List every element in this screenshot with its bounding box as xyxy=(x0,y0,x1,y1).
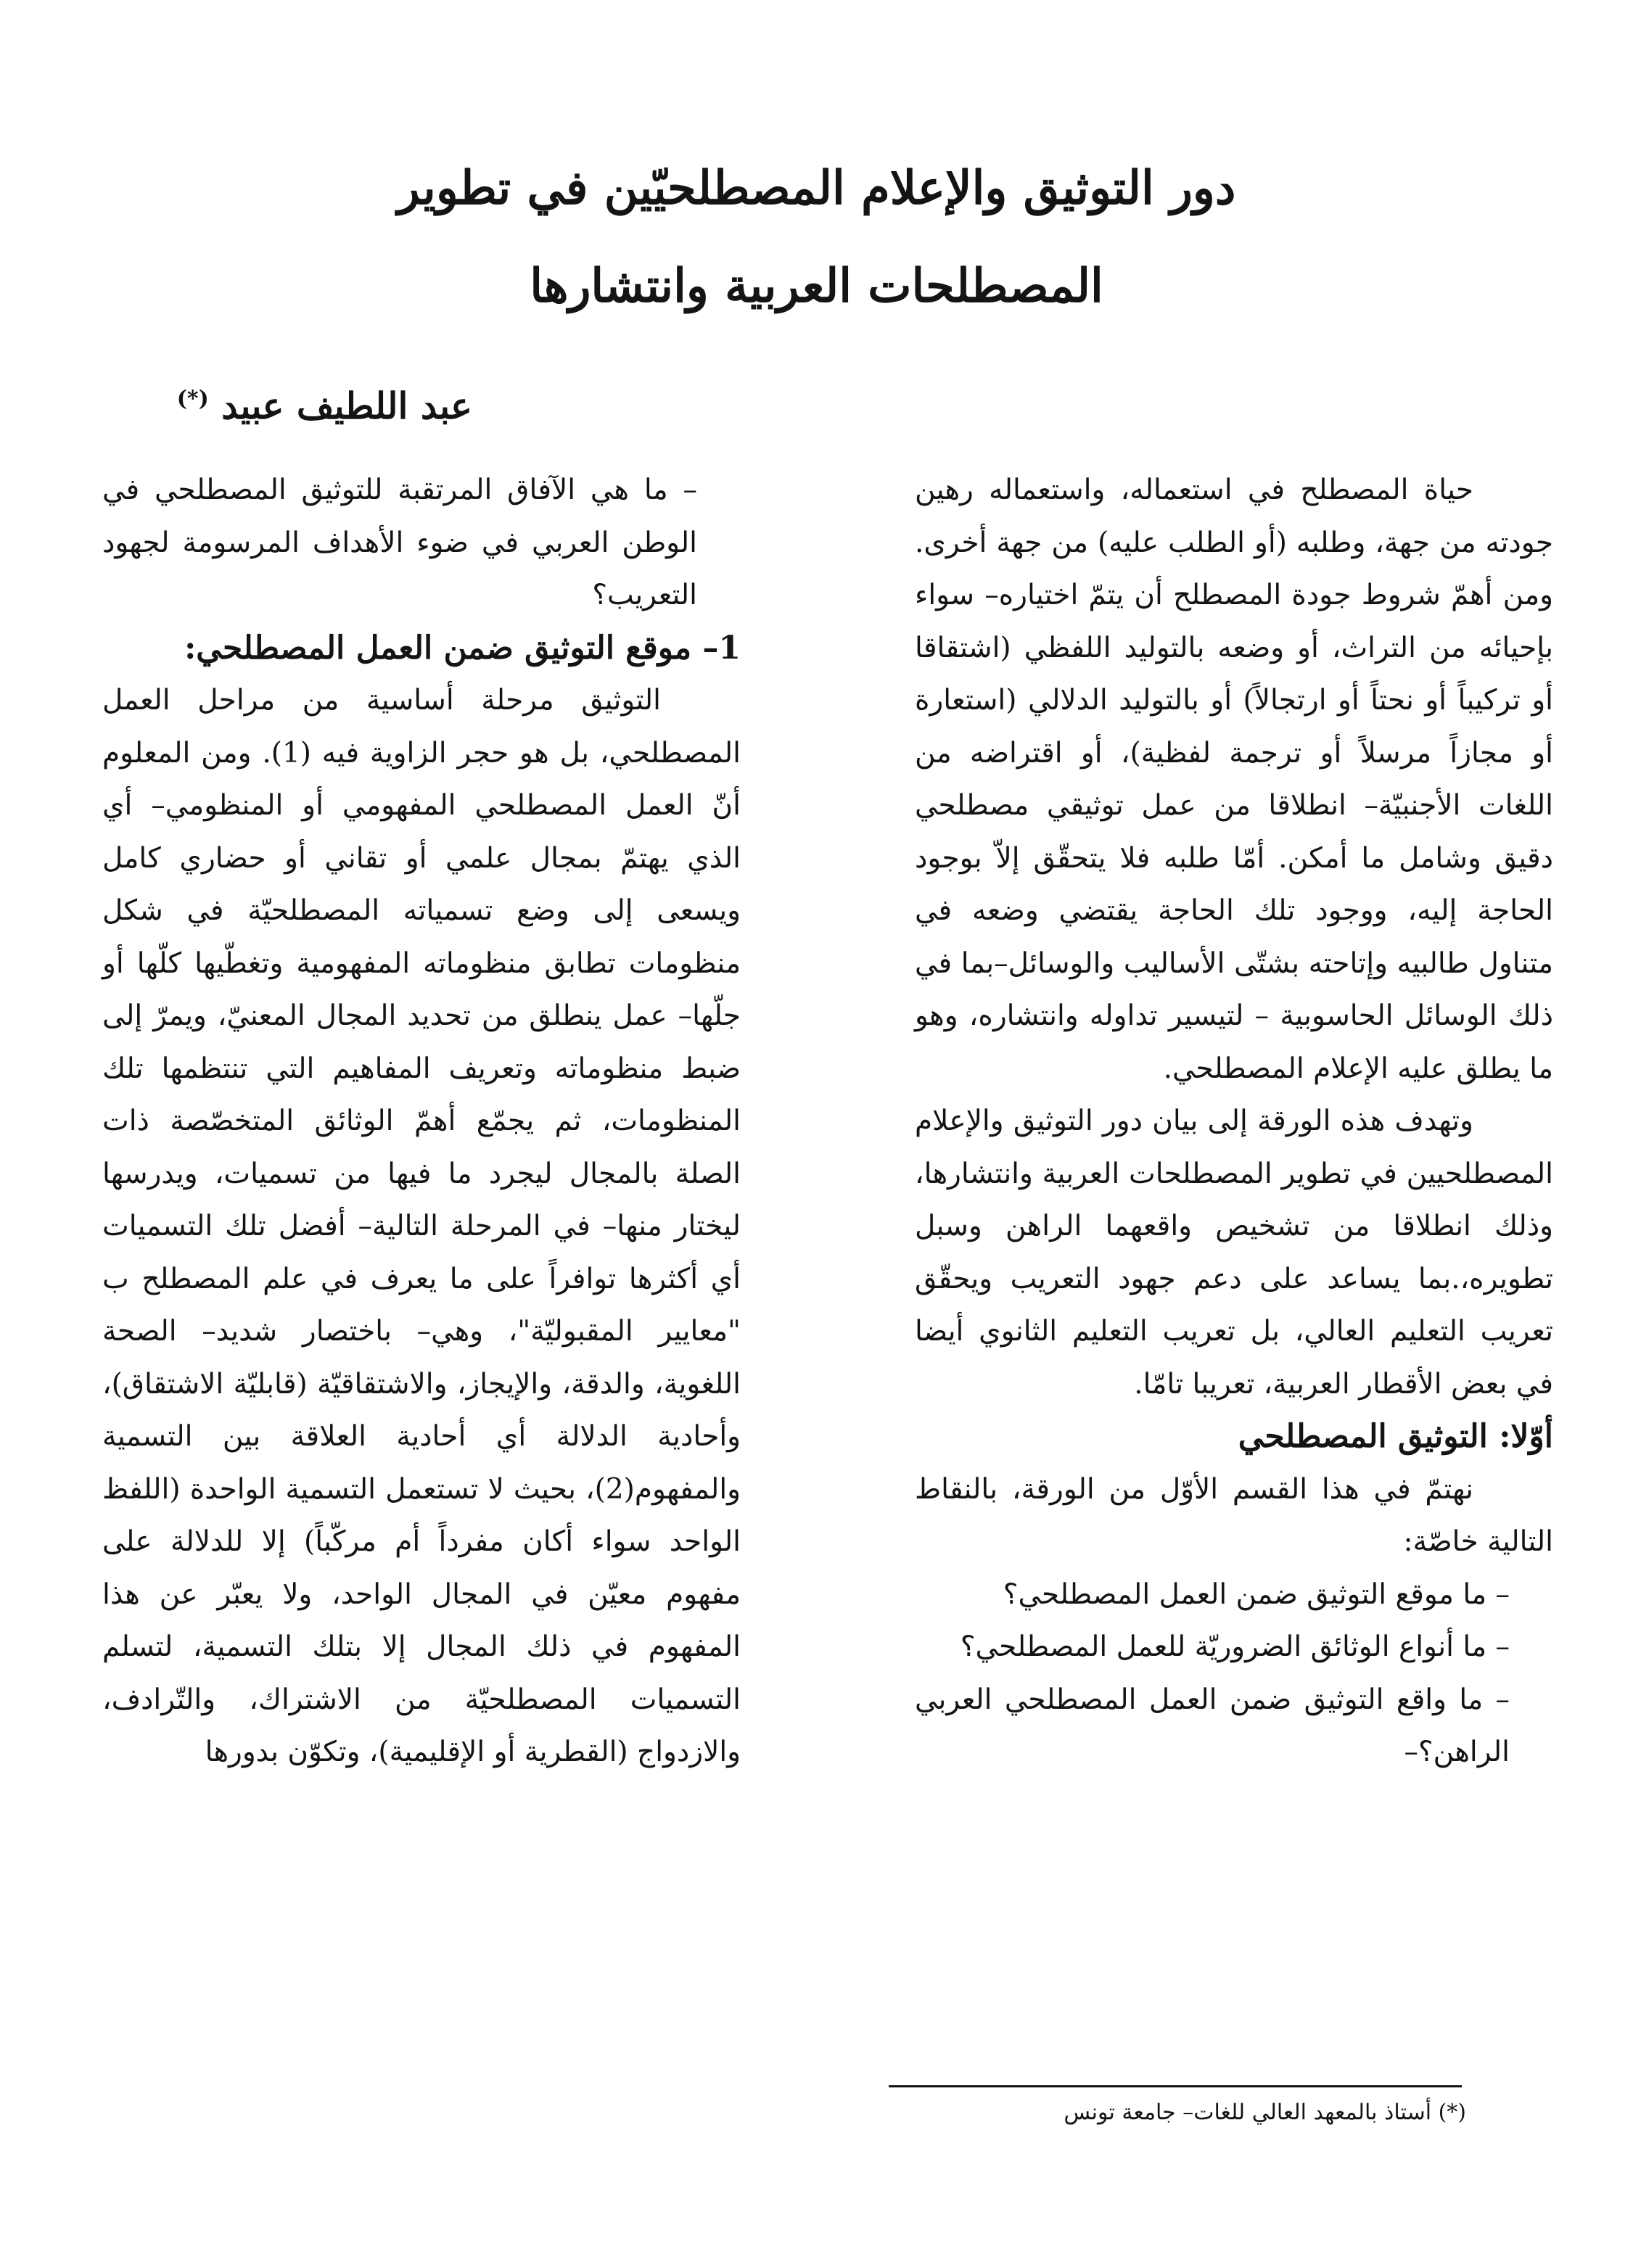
author-name: عبد اللطيف عبيد xyxy=(221,384,472,427)
section-heading-documentation: أوّلا: التوثيق المصطلحي xyxy=(1238,1418,1553,1455)
footnote-separator xyxy=(889,2085,1462,2087)
title-line-1: دور التوثيق والإعلام المصطلحيّين في تطوير xyxy=(397,161,1236,215)
author-footnote-marker: (*) xyxy=(176,386,209,412)
question-item-4: – ما هي الآفاق المرتقبة للتوثيق المصطلحي في الوطن العربي في ضوء الأهداف المرسومة لجهود التعريب؟ xyxy=(102,474,697,611)
left-column xyxy=(102,464,741,2096)
question-item-1: – ما موقع التوثيق ضمن العمل المصطلحي؟ xyxy=(1003,1578,1510,1611)
paragraph-documentation-role: التوثيق مرحلة أساسية من مراحل العمل المصطلحي، بل هو حجر الزاوية فيه (1). ومن المعلوم أنّ العمل المصطلحي المفهومي أو المنظومي– أي الذي يهتمّ بمجال علمي أو تقاني أو حضاري كامل ويسعى إلى وضع تسمياته المصطلحيّة في شكل منظومات تطابق منظوماته المفهومية وتغطّيها كلّها أو جلّها– عمل ينطلق من تحديد المجال المعنيّ، ويمرّ إلى ضبط منظوماته وتعريف المفاهيم التي تنتظمها تلك المنظومات، ثم يجمّع أهمّ الوثائق المتخصّصة ذات الصلة بالمجال ليجرد ما فيها من تسميات، ويدرسها ليختار منها– في المرحلة التالية– أفضل تلك التسميات أي أكثرها توافراً على ما يعرف في علم المصطلح ب "معايير المقبوليّة"، وهي– باختصار شديد– الصحة اللغوية، والدقة، والإيجاز، والاشتقاقيّة (قابليّة الاشتقاق)، وأحادية الدلالة أي أحادية العلاقة بين التسمية والمفهوم(2)، بحيث لا تستعمل التسمية الواحدة (اللفظ الواحد سواء أكان مفرداً أم مركّباً) إلا للدلالة على مفهوم معيّن في المجال الواحد، ولا يعبّر عن هذا المفهوم في ذلك المجال إلا بتلك التسمية، لتسلم التسميات المصطلحيّة من الاشتراك، والتّرادف، والازدواج (القطرية أو الإقليمية)، وتكوّن بدورها xyxy=(102,684,741,1768)
title-line-2: المصطلحات العربية وانتشارها xyxy=(530,259,1103,313)
question-item-3: – ما واقع التوثيق ضمن العمل المصطلحي العربي الراهن؟– xyxy=(915,1683,1510,1768)
footnote-affiliation: (*) أستاذ بالمعهد العالي للغات– جامعة تونس xyxy=(1064,2100,1466,2125)
right-column xyxy=(915,464,1553,2096)
subsection-heading-1: 1– موقع التوثيق ضمن العمل المصطلحي: xyxy=(184,629,741,667)
author xyxy=(177,384,472,427)
paragraph-aim: وتهدف هذه الورقة إلى بيان دور التوثيق والإعلام المصطلحيين في تطوير المصطلحات العربية وانتشارها، وذلك انطلاقا من تشخيص واقعهما الراهن وسبل تطويره،.بما يساعد على دعم جهود التعريب ويحقّق تعريب التعليم العالي، بل تعريب التعليم الثانوي أيضا في بعض الأقطار العربية، تعريبا تامّا. xyxy=(915,1105,1553,1401)
paragraph-intro: حياة المصطلح في استعماله، واستعماله رهين جودته من جهة، وطلبه (أو الطلب عليه) من جهة أخرى. ومن أهمّ شروط جودة المصطلح أن يتمّ اختياره– سواء بإحيائه من التراث، أو وضعه بالتوليد اللفظي (اشتقاقا أو تركيباً أو نحتاً أو ارتجالاً) أو بالتوليد الدلالي (استعارة أو مجازاً مرسلاً أو ترجمة لفظية)، أو اقتراضه من اللغات الأجنبيّة– انطلاقا من عمل توثيقي مصطلحي دقيق وشامل ما أمكن. أمّا طلبه فلا يتحقّق إلاّ بوجود الحاجة إليه، ووجود تلك الحاجة يقتضي وضعه في متناول طالبيه وإتاحته بشتّى الأساليب والوسائل–بما في ذلك الوسائل الحاسوبية – لتيسير تداوله وانتشاره، وهو ما يطلق عليه الإعلام المصطلحي. xyxy=(915,474,1553,1085)
paragraph-points: نهتمّ في هذا القسم الأوّل من الورقة، بالنقاط التالية خاصّة: xyxy=(915,1472,1553,1558)
question-item-2: – ما أنواع الوثائق الضروريّة للعمل المصطلحي؟ xyxy=(960,1630,1510,1663)
